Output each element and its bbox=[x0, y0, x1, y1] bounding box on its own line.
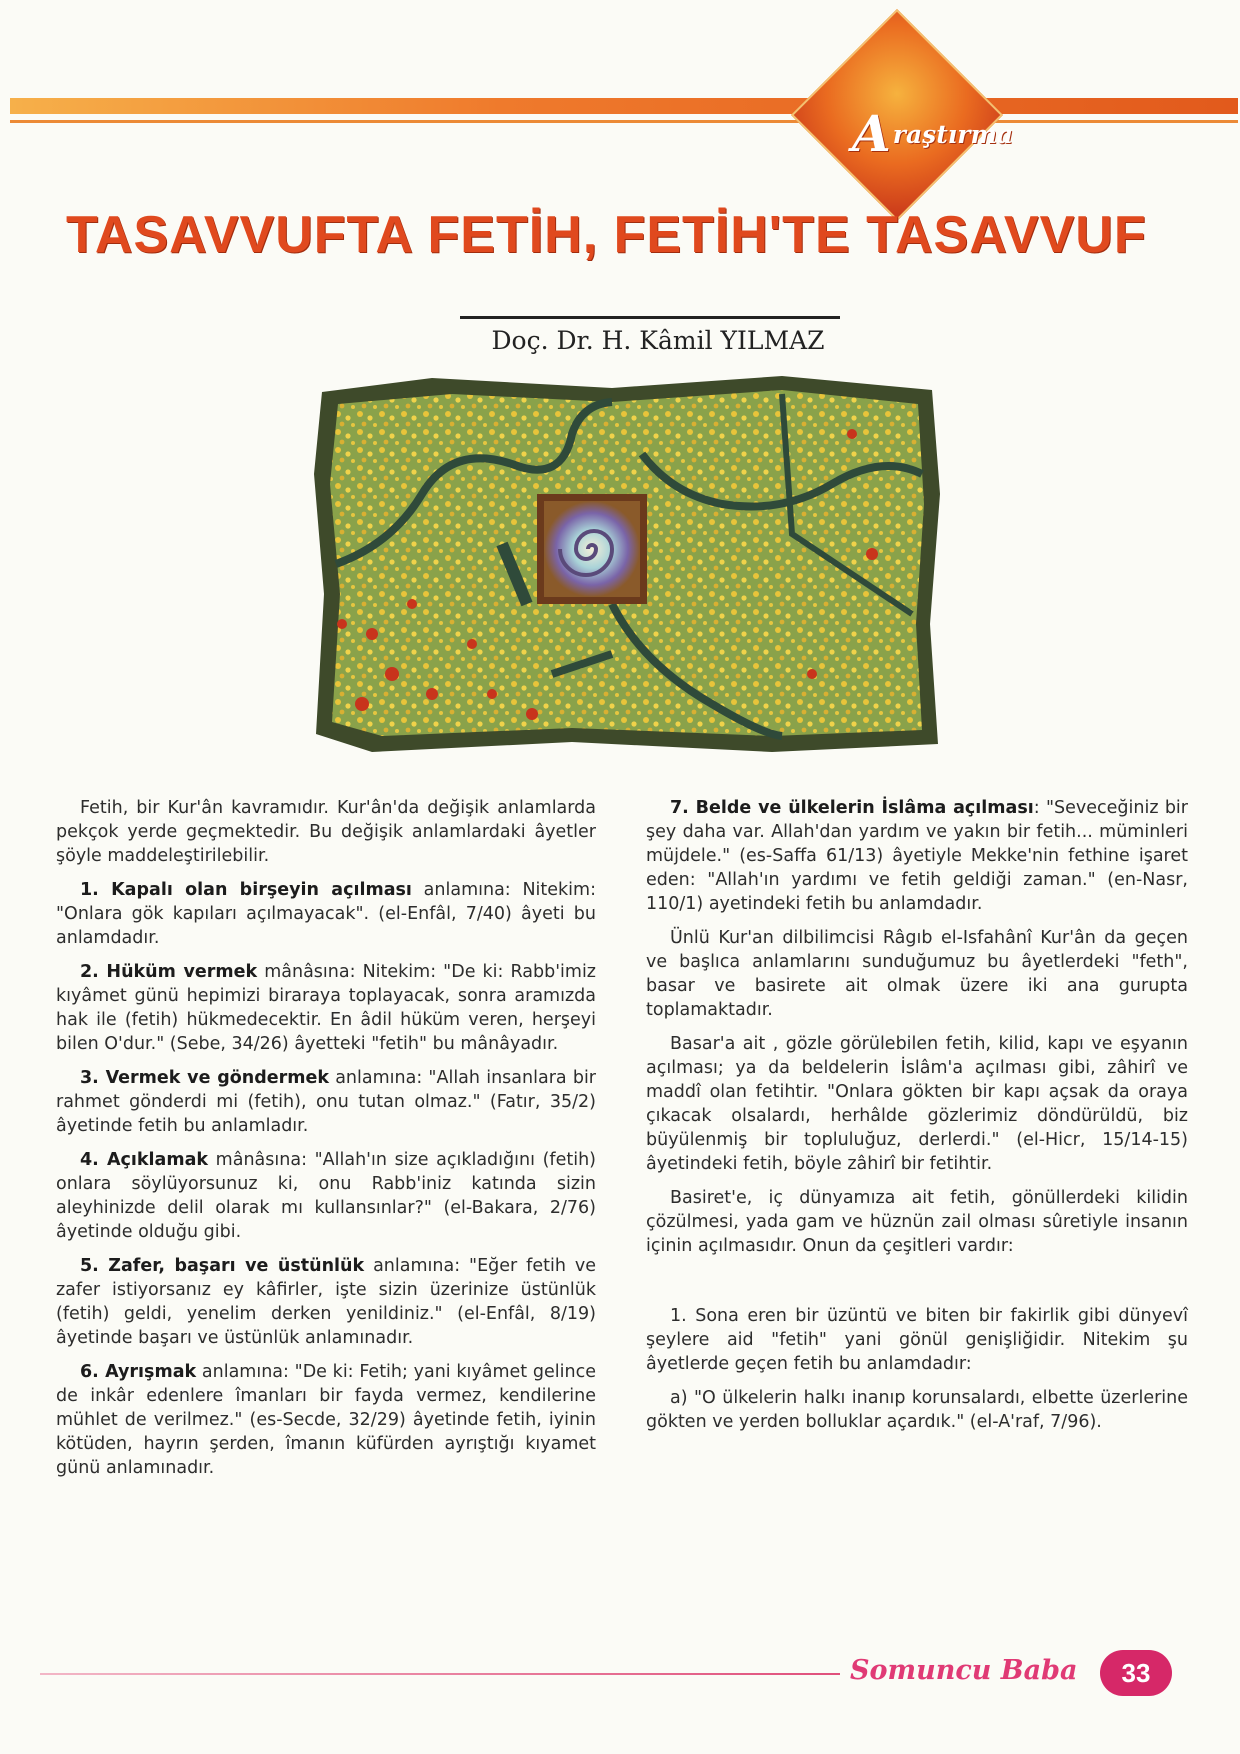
paragraph: Basar'a ait , gözle görülebilen fetih, kilid, kapı ve eşyanın açılması; ya da beldelerin İslâm'a açılması gibi, zâhirî ve maddî olan fetihtir. "Onlara gökten bir kapı açsak da oraya çıkacak olsalardı, herhâlde gözlerimiz döndürüldü, biz büyülenmiş bir topluluğuz, derlerdi." (el-Hicr, 15/14-15) âyetindeki fetih, böyle zâhirî bir fetihtir. bbox=[646, 1034, 1188, 1174]
list-item-head: 2. Hüküm vermek bbox=[80, 962, 258, 982]
article-illustration bbox=[312, 374, 942, 754]
article-title: TASAVVUFTA FETİH, FETİH'TE TASAVVUF bbox=[66, 206, 1147, 264]
list-item-head: 5. Zafer, başarı ve üstünlük bbox=[80, 1256, 365, 1276]
right-column bbox=[646, 796, 1188, 1444]
page-number: 33 bbox=[1100, 1650, 1172, 1696]
list-item bbox=[56, 1254, 596, 1350]
list-item bbox=[56, 1066, 596, 1138]
list-item-body: anlamına: "De ki: Fetih; yani kıyâmet gelince de inkâr edenlere îmanları bir fayda vermez, kendilerine mühlet de verilmez." (es-Secde, 32/29) âyetinde fetih, iyinin kötüden, hayrın şerden, îmanın küfürden ayrıştığı kıyamet günü anlamınadır. bbox=[56, 1362, 596, 1478]
list-item-head: 7. Belde ve ülkelerin İslâma açılması bbox=[670, 798, 1034, 818]
article-author: Doç. Dr. H. Kâmil YILMAZ bbox=[491, 326, 825, 355]
magazine-name: Somuncu Baba bbox=[850, 1655, 1078, 1686]
list-item-head: 3. Vermek ve göndermek bbox=[80, 1068, 329, 1088]
column-gap bbox=[646, 1268, 1188, 1304]
section-label-initial: A bbox=[852, 104, 891, 163]
list-item bbox=[646, 796, 1188, 916]
paragraph: Ünlü Kur'an dilbilimcisi Râgıb el-Isfahânî Kur'ân da geçen ve başlıca anlamlarını sunduğumuz bu âyetlerdeki "feth", basar ve basirete ait olmak üzere iki ana gurupta toplamaktadır. bbox=[646, 928, 1188, 1020]
list-item-head: 1. Kapalı olan birşeyin açılması bbox=[80, 880, 412, 900]
list-item-head: 4. Açıklamak bbox=[80, 1150, 209, 1170]
list-item-body: anlamına: "Eğer fetih ve zafer istiyorsanız ey kâfirler, işte sizin üzerinize üstünlük (fetih) geldi, yenelim derken yenildiniz." (el-Enfâl, 8/19) âyetinde başarı ve üstünlük anlamınadır. bbox=[56, 1256, 596, 1348]
list-item-body: mânâsına: Nitekim: "De ki: Rabb'imiz kıyâmet günü hepimizi biraraya toplayacak, sonra aramızda hak ile (fetih) hükmedecektir. En âdil hüküm veren, herşeyi bilen O'dur." (Sebe, 34/26) âyetteki "fetih" bu mânâyadır. bbox=[56, 962, 596, 1054]
list-item-body: anlamına: "Allah insanlara bir rahmet gönderdi mi (fetih), onu tutan olmaz." (Fatır, 35/2) âyetinde fetih bu anlamladır. bbox=[56, 1068, 597, 1136]
list-item-body: mânâsına: "Allah'ın size açıkladığını (fetih) onlara söylüyorsunuz ki, onu Rabb'iniz katında sizin aleyhinizde delil olarak mı kullansınlar?" (el-Bakara, 2/76) âyetinde olduğu gibi. bbox=[56, 1150, 596, 1242]
footer-rule bbox=[40, 1673, 840, 1675]
list-item-body: anlamına: Nitekim: "Onlara gök kapıları açılmayacak". (el-Enfâl, 7/40) âyeti bu anlamdadır. bbox=[56, 880, 596, 948]
author-rule bbox=[460, 316, 840, 319]
paragraph: Basiret'e, iç dünyamıza ait fetih, gönüllerdeki kilidin çözülmesi, yada gam ve hüznün zail olması sûretiyle insanın içinin açılmasıdır. Onun da çeşitleri vardır: bbox=[646, 1188, 1188, 1256]
paragraph: Fetih, bir Kur'ân kavramıdır. Kur'ân'da değişik anlamlarda pekçok yerde geçmektedir. Bu değişik anlamlardaki âyetler şöyle maddeleştirilebilir. bbox=[56, 798, 596, 866]
section-label-rest: raştırma bbox=[892, 119, 1014, 149]
paragraph: a) "O ülkelerin halkı inanıp korunsalardı, elbette üzerlerine gökten ve yerden bolluklar açardık." (el-A'raf, 7/96). bbox=[646, 1388, 1188, 1432]
section-label bbox=[852, 104, 1112, 163]
left-column bbox=[56, 796, 596, 1490]
list-item bbox=[56, 1148, 596, 1244]
list-item bbox=[56, 960, 596, 1056]
list-item-head: 6. Ayrışmak bbox=[80, 1362, 197, 1382]
list-item bbox=[56, 1360, 596, 1480]
list-item-body: : "Seveceğiniz bir şey daha var. Allah'dan yardım ve yakın bir fetih... müminleri müjdele." (es-Saffa 61/13) âyetiyle Mekke'nin fethine işaret eden: "Allah'ın yardımı ve fetih geldiği zaman." (en-Nasr, 110/1) ayetindeki fetih bu anlamdadır. bbox=[646, 798, 1188, 914]
list-item bbox=[56, 878, 596, 950]
paragraph: 1. Sona eren bir üzüntü ve biten bir fakirlik gibi dünyevî şeylere aid "fetih" yani gönül genişliğidir. Nitekim şu âyetlerde geçen fetih bu anlamdadır: bbox=[646, 1306, 1188, 1374]
